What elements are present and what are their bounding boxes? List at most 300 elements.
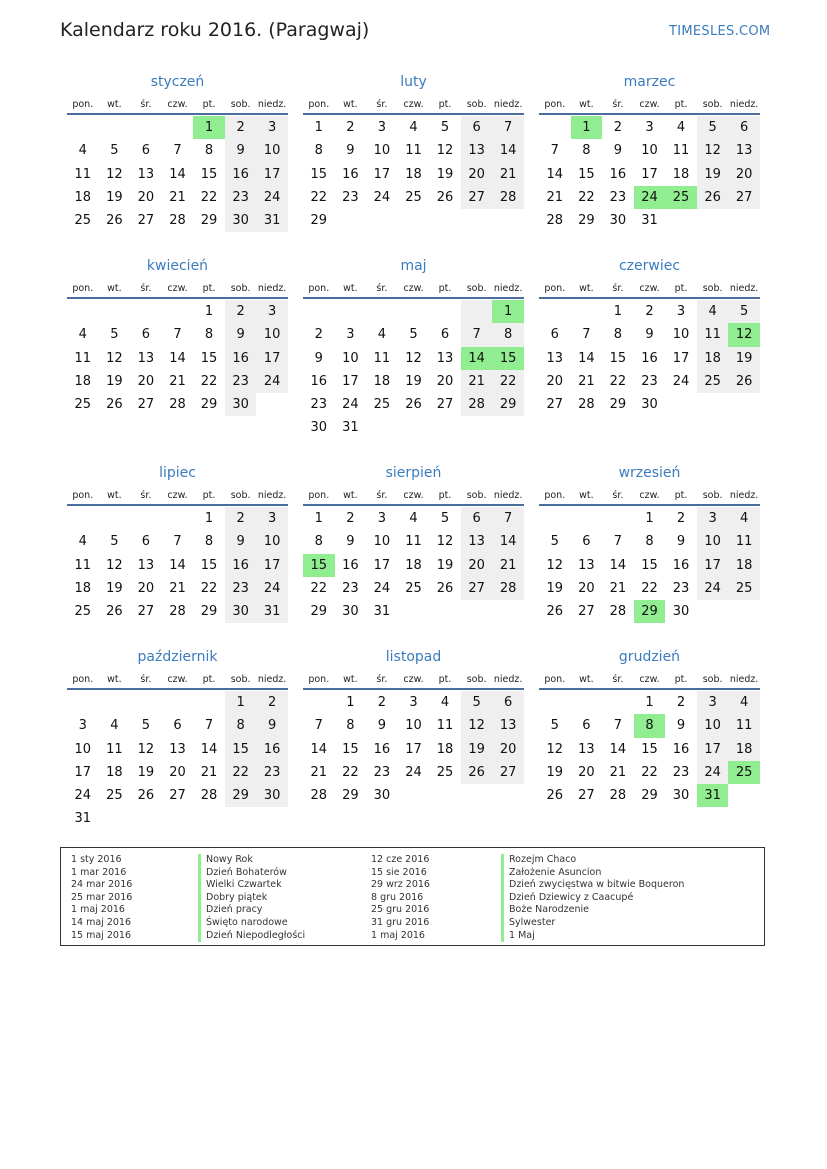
day-cell: 1 [346,695,355,710]
empty-cell [162,691,194,714]
day-cell: 11 [405,143,422,159]
empty-cell [162,300,194,323]
day-cell: 28 [461,393,493,416]
day-cell: 18 [672,166,690,182]
day-cell: 31 [256,209,288,232]
day-cell: 13 [137,557,155,573]
day-cell: 4 [78,534,87,550]
weekday-header [539,487,760,506]
day-cell: 6 [582,718,591,734]
day-grid [539,116,760,232]
day-cell: 11 [697,323,729,346]
day-cell: 28 [609,788,627,804]
day-cell: 24 [373,189,391,205]
weekday-label: niedz. [257,99,287,110]
day-cell: 29 [200,213,218,229]
day-cell: 20 [436,373,454,389]
weekday-label: czw. [639,490,660,501]
day-cell: 11 [672,143,690,159]
month-name: czerwiec [618,258,681,274]
day-cell: 14 [578,350,595,366]
day-cell: 15 [200,557,218,573]
weekday-label: pt. [438,674,452,685]
legend-date: 1 maj 2016 [371,929,425,941]
day-cell: 30 [225,209,257,232]
weekday-label: sob. [230,490,251,501]
day-cell: 17 [641,166,658,182]
day-cell: 20 [728,163,760,186]
legend-names-left [198,854,305,942]
weekday-label: pon. [72,674,94,685]
empty-cell [429,300,461,323]
day-cell: 14 [492,139,524,162]
weekday-label: pt. [202,99,216,110]
day-cell: 24 [342,397,359,413]
weekday-label: niedz. [257,283,287,294]
day-cell: 12 [405,350,422,366]
day-cell: 29 [578,213,595,229]
legend-holiday-name: 1 Maj [501,930,684,943]
day-cell: 30 [609,213,627,229]
day-cell: 16 [342,557,359,573]
weekday-label: wt. [107,283,122,294]
legend-date: 1 maj 2016 [71,904,125,916]
weekday-label: pt. [438,99,452,110]
day-cell: 3 [377,511,387,526]
day-cell: 8 [314,143,323,159]
weekday-label: pon. [72,99,94,110]
day-cell: 10 [641,143,658,159]
empty-cell [602,507,634,530]
day-cell: 4 [676,120,686,135]
day-cell: 26 [436,580,454,596]
weekday-header [539,96,760,115]
day-cell: 5 [110,534,119,550]
weekday-header [539,671,760,690]
day-cell: 1 [314,120,323,135]
weekday-label: niedz. [493,99,523,110]
day-cell: 31 [256,600,288,623]
day-cell: 23 [373,764,391,780]
weekday-label: sob. [466,283,487,294]
day-cell: 13 [728,139,760,162]
weekday-label: czw. [403,99,424,110]
day-cell: 8 [613,327,623,343]
day-cell: 24 [373,580,391,596]
empty-cell [571,691,603,714]
day-cell: 5 [110,143,119,159]
legend-holiday-name: Założenie Asuncion [501,867,684,880]
weekday-label: czw. [167,99,188,110]
month-block [67,255,288,416]
day-cell: 28 [492,186,524,209]
day-cell: 19 [137,764,155,780]
day-cell: 1 [314,511,323,526]
weekday-label: niedz. [729,674,759,685]
day-cell: 8 [204,534,214,550]
day-cell: 14 [609,557,627,573]
month-name: marzec [623,74,676,90]
day-cell: 9 [676,534,686,550]
day-cell: 11 [74,557,92,573]
day-cell: 23 [225,370,257,393]
day-cell: 28 [492,577,524,600]
day-cell: 24 [672,373,690,389]
day-cell: 14 [169,166,186,182]
day-cell: 16 [310,373,328,389]
empty-cell [99,300,131,323]
day-cell: 6 [461,116,493,139]
legend-names-right [501,854,684,942]
day-cell: 26 [546,604,564,620]
day-cell: 21 [546,189,564,205]
month-block [303,462,524,623]
day-cell: 24 [256,370,288,393]
day-cell: 10 [672,327,690,343]
day-cell: 10 [342,350,359,366]
weekday-label: pon. [308,99,330,110]
day-cell: 29 [225,784,257,807]
day-cell: 21 [169,189,186,205]
day-cell: 14 [200,741,218,757]
day-cell: 1 [204,511,214,526]
day-cell: 2 [613,120,623,135]
day-cell: 7 [613,718,623,734]
day-cell: 27 [728,186,760,209]
month-name: sierpień [385,465,442,481]
day-cell: 26 [137,788,155,804]
day-cell: 30 [342,604,359,620]
day-cell: 25 [728,761,760,784]
day-cell: 3 [676,304,686,319]
month-name: październik [137,649,218,665]
day-cell: 2 [225,116,257,139]
empty-cell [539,300,571,323]
day-cell: 19 [436,166,454,182]
empty-cell [571,507,603,530]
day-cell: 24 [697,761,729,784]
legend-holiday-name: Dzień Bohaterów [198,867,305,880]
day-cell: 26 [697,186,729,209]
weekday-label: wt. [107,99,122,110]
day-cell: 28 [200,788,218,804]
day-cell: 17 [672,350,690,366]
weekday-label: pt. [202,674,216,685]
weekday-label: wt. [579,283,594,294]
day-cell: 12 [106,350,123,366]
day-cell: 13 [546,350,564,366]
day-cell: 24 [256,186,288,209]
legend-date: 12 cze 2016 [371,854,430,865]
day-cell: 17 [405,741,422,757]
day-cell: 5 [697,116,729,139]
weekday-label: śr. [612,99,624,110]
holiday-legend [60,847,765,946]
day-cell: 10 [697,714,729,737]
day-cell: 10 [256,323,288,346]
weekday-label: sob. [466,490,487,501]
day-cell: 29 [200,397,218,413]
day-cell: 24 [405,764,422,780]
weekday-label: sob. [702,490,723,501]
day-cell: 2 [225,300,257,323]
day-cell: 31 [342,420,359,436]
day-cell: 14 [546,166,564,182]
day-cell: 22 [200,580,218,596]
day-cell: 1 [492,300,524,323]
day-cell: 29 [634,600,666,623]
weekday-label: śr. [140,99,152,110]
day-cell: 3 [346,327,355,343]
legend-holiday-name: Boże Narodzenie [501,904,684,917]
day-cell: 12 [137,741,155,757]
day-cell: 21 [310,764,328,780]
day-grid [539,507,760,623]
day-cell: 9 [645,327,654,343]
empty-cell [130,691,162,714]
day-cell: 5 [728,300,760,323]
day-cell: 22 [641,764,658,780]
day-cell: 9 [346,143,355,159]
day-cell: 28 [169,213,186,229]
day-cell: 6 [492,691,524,714]
legend-date: 1 sty 2016 [71,854,122,865]
weekday-label: wt. [579,490,594,501]
month-block [539,255,760,416]
day-cell: 7 [461,323,493,346]
day-cell: 4 [78,143,87,159]
day-cell: 17 [256,163,288,186]
month-name: wrzesień [618,465,681,481]
weekday-label: czw. [403,283,424,294]
day-cell: 20 [169,764,186,780]
day-cell: 28 [609,604,627,620]
day-cell: 25 [106,788,123,804]
month-block [539,462,760,623]
day-cell: 23 [672,580,690,596]
weekday-label: czw. [403,674,424,685]
day-cell: 5 [141,718,151,734]
day-cell: 16 [342,166,359,182]
day-cell: 12 [728,323,760,346]
day-cell: 12 [436,143,454,159]
weekday-label: śr. [612,490,624,501]
day-grid [303,300,524,440]
day-cell: 15 [641,557,658,573]
day-cell: 2 [377,695,387,710]
day-cell: 5 [110,327,119,343]
empty-cell [539,691,571,714]
day-cell: 18 [74,189,92,205]
day-cell: 29 [342,788,359,804]
day-cell: 3 [256,116,288,139]
day-cell: 18 [697,347,729,370]
day-cell: 1 [225,691,257,714]
day-cell: 9 [225,323,257,346]
weekday-label: pon. [308,283,330,294]
empty-cell [193,691,225,714]
day-cell: 4 [409,120,418,135]
empty-cell [67,116,99,139]
empty-cell [303,300,335,323]
day-cell: 26 [728,370,760,393]
month-name: grudzień [618,649,681,665]
day-cell: 22 [342,764,359,780]
weekday-label: wt. [107,674,122,685]
day-cell: 15 [578,166,595,182]
day-cell: 22 [609,373,627,389]
day-cell: 27 [137,397,155,413]
day-cell: 4 [409,511,418,526]
day-grid [303,691,524,807]
day-cell: 9 [314,350,323,366]
weekday-label: pt. [202,490,216,501]
empty-cell [602,691,634,714]
day-cell: 17 [697,738,729,761]
day-cell: 2 [676,511,686,526]
day-cell: 11 [728,714,760,737]
weekday-header [539,280,760,299]
day-cell: 16 [373,741,391,757]
day-cell: 18 [436,741,454,757]
weekday-label: sob. [702,283,723,294]
day-cell: 2 [676,695,686,710]
day-cell: 1 [613,304,623,319]
weekday-label: śr. [612,283,624,294]
day-cell: 15 [200,166,218,182]
legend-holiday-name: Sylwester [501,917,684,930]
day-cell: 7 [550,143,559,159]
day-cell: 7 [582,327,591,343]
day-cell: 26 [106,604,123,620]
day-cell: 27 [546,397,564,413]
day-cell: 17 [697,554,729,577]
month-name: luty [400,74,427,90]
day-cell: 31 [697,784,729,807]
day-cell: 25 [74,213,92,229]
weekday-label: wt. [579,99,594,110]
day-cell: 10 [256,530,288,553]
day-cell: 7 [492,507,524,530]
day-grid [67,300,288,416]
day-cell: 19 [546,580,564,596]
day-cell: 15 [492,347,524,370]
day-cell: 27 [492,761,524,784]
day-cell: 5 [409,327,418,343]
empty-cell [539,507,571,530]
month-block [303,255,524,440]
day-cell: 23 [641,373,658,389]
day-grid [67,691,288,831]
day-grid [67,507,288,623]
day-cell: 6 [582,534,591,550]
day-cell: 27 [137,213,155,229]
day-cell: 4 [440,695,450,710]
day-cell: 7 [204,718,214,734]
day-cell: 19 [728,347,760,370]
day-cell: 14 [461,347,493,370]
day-cell: 11 [373,350,391,366]
day-cell: 8 [346,718,355,734]
weekday-label: czw. [639,283,660,294]
day-grid [303,116,524,232]
day-cell: 16 [641,350,658,366]
day-cell: 19 [697,163,729,186]
day-cell: 17 [74,764,92,780]
day-cell: 15 [225,738,257,761]
day-cell: 25 [697,370,729,393]
day-cell: 25 [373,397,391,413]
day-grid [67,116,288,232]
weekday-label: czw. [167,283,188,294]
day-cell: 14 [310,741,328,757]
day-cell: 12 [697,139,729,162]
day-cell: 16 [672,741,690,757]
weekday-label: sob. [230,674,251,685]
empty-cell [162,116,194,139]
day-cell: 29 [310,213,328,229]
weekday-label: śr. [140,674,152,685]
day-cell: 19 [106,189,123,205]
day-cell: 9 [377,718,387,734]
day-cell: 6 [141,143,151,159]
weekday-label: niedz. [729,490,759,501]
day-cell: 26 [405,397,422,413]
day-cell: 11 [728,530,760,553]
day-cell: 17 [373,557,391,573]
weekday-label: śr. [140,283,152,294]
weekday-label: wt. [107,490,122,501]
day-cell: 2 [314,327,323,343]
day-cell: 27 [461,577,493,600]
site-link[interactable]: TIMESLES.COM [669,24,771,39]
month-name: kwiecień [146,258,209,274]
weekday-label: niedz. [257,490,287,501]
day-cell: 23 [342,580,359,596]
weekday-label: wt. [343,99,358,110]
weekday-label: śr. [376,283,388,294]
day-cell: 10 [74,741,92,757]
day-cell: 9 [225,530,257,553]
day-cell: 21 [169,373,186,389]
day-cell: 30 [672,604,690,620]
day-cell: 22 [200,189,218,205]
day-cell: 22 [310,189,328,205]
day-cell: 12 [106,166,123,182]
weekday-label: pt. [202,283,216,294]
day-cell: 25 [74,397,92,413]
weekday-label: pon. [72,490,94,501]
day-cell: 14 [492,530,524,553]
month-block [303,71,524,232]
legend-date: 25 mar 2016 [71,891,133,903]
day-cell: 20 [461,163,493,186]
legend-dates-right [371,854,430,942]
day-cell: 16 [256,738,288,761]
day-cell: 22 [492,370,524,393]
day-cell: 12 [546,557,564,573]
weekday-label: pon. [72,283,94,294]
day-cell: 23 [225,577,257,600]
day-cell: 9 [346,534,355,550]
weekday-label: niedz. [493,490,523,501]
day-cell: 25 [728,577,760,600]
day-cell: 12 [546,741,564,757]
day-cell: 2 [225,507,257,530]
weekday-label: śr. [376,674,388,685]
day-cell: 26 [106,397,123,413]
legend-holiday-name: Rozejm Chaco [501,854,684,867]
